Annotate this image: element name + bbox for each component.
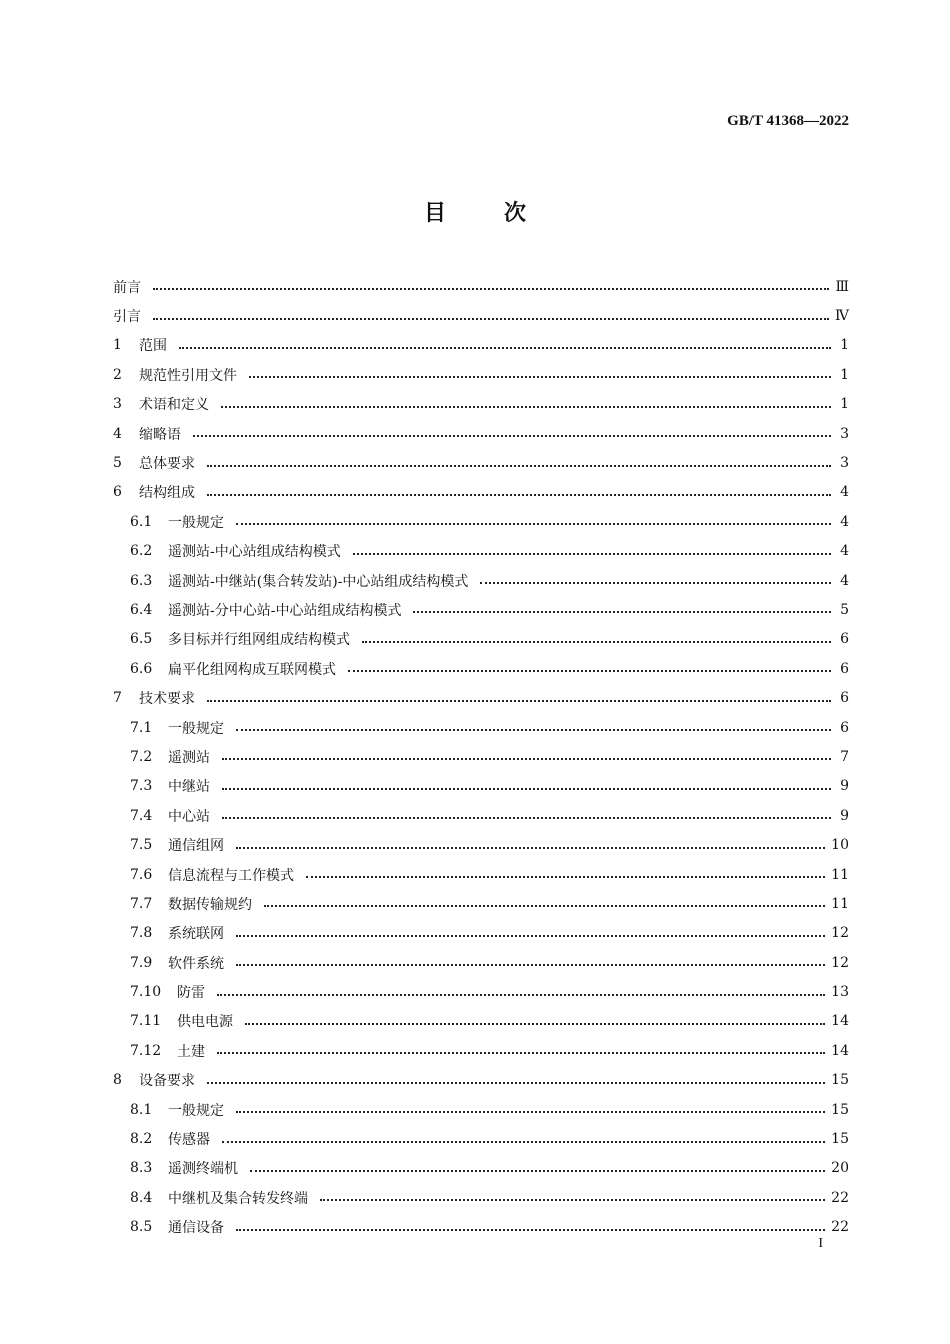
toc-entry-page: 3 <box>840 455 849 472</box>
toc-entry-number: 7.4 <box>130 807 153 824</box>
toc-entry-page: 6 <box>840 690 849 707</box>
toc-entry-label: 传感器 <box>168 1132 210 1149</box>
toc-leader-dots <box>193 434 831 437</box>
toc-entry-page: Ⅳ <box>835 308 849 325</box>
toc-leader-dots <box>306 875 825 878</box>
toc-entry[interactable] <box>113 742 849 771</box>
toc-entry-label: 术语和定义 <box>139 397 209 414</box>
toc-entry[interactable] <box>113 360 849 389</box>
toc-leader-dots <box>236 728 831 731</box>
toc-entry[interactable] <box>113 1124 849 1153</box>
toc-entry-label: 信息流程与工作模式 <box>168 867 294 884</box>
toc-entry[interactable] <box>113 1213 849 1242</box>
toc-entry-page: 22 <box>831 1219 849 1236</box>
toc-entry-page: 4 <box>840 484 849 501</box>
toc-leader-dots <box>179 346 831 349</box>
toc-entry[interactable] <box>113 801 849 830</box>
toc-entry[interactable] <box>113 683 849 712</box>
toc-leader-dots <box>207 464 831 467</box>
toc-leader-dots <box>222 787 831 790</box>
toc-entry[interactable] <box>113 419 849 448</box>
toc-entry-number: 2 <box>113 366 122 383</box>
toc-entry-label: 中继机及集合转发终端 <box>168 1190 308 1207</box>
toc-entry[interactable] <box>113 390 849 419</box>
toc-entry-page: 6 <box>840 631 849 648</box>
toc-entry-page: 5 <box>840 601 849 618</box>
page-title: 目次 <box>423 200 584 226</box>
toc-entry[interactable] <box>113 1036 849 1065</box>
toc-entry[interactable] <box>113 860 849 889</box>
toc-entry-number: 8.4 <box>130 1189 153 1206</box>
toc-leader-dots <box>217 993 825 996</box>
toc-entry-number: 7.11 <box>130 1013 162 1030</box>
toc-entry-number: 7.2 <box>130 748 153 765</box>
toc-leader-dots <box>236 522 831 525</box>
toc-entry-label: 遥测站-分中心站-中心站组成结构模式 <box>168 602 402 619</box>
toc-leader-dots <box>207 1081 825 1084</box>
toc-entry-number: 5 <box>113 455 122 472</box>
toc-entry-label: 一般规定 <box>168 1102 224 1119</box>
toc-leader-dots <box>236 963 825 966</box>
toc-entry-page: 1 <box>840 337 849 354</box>
toc-leader-dots <box>222 1140 825 1143</box>
toc-entry-label: 通信组网 <box>168 838 224 855</box>
toc-entry-label: 结构组成 <box>139 485 195 502</box>
toc-entry-page: 15 <box>831 1072 849 1089</box>
toc-leader-dots <box>353 552 831 555</box>
toc-entry-page: 1 <box>840 366 849 383</box>
toc-entry-number: 8.2 <box>130 1131 153 1148</box>
toc-leader-dots <box>348 669 831 672</box>
toc-leader-dots <box>153 317 829 320</box>
toc-entry[interactable] <box>113 654 849 683</box>
toc-leader-dots <box>236 846 825 849</box>
table-of-contents <box>113 272 849 1242</box>
toc-entry-page: 4 <box>840 513 849 530</box>
toc-entry[interactable] <box>113 889 849 918</box>
toc-entry-number: 6.4 <box>130 601 153 618</box>
toc-entry-label: 通信设备 <box>168 1220 224 1237</box>
page-folio: I <box>818 1236 823 1251</box>
toc-entry-label: 缩略语 <box>139 426 181 443</box>
toc-entry-page: 1 <box>840 396 849 413</box>
toc-entry-number: 7.3 <box>130 778 153 795</box>
toc-entry-number: 7.9 <box>130 954 153 971</box>
toc-entry-label: 数据传输规约 <box>168 896 252 913</box>
toc-entry[interactable] <box>113 507 849 536</box>
toc-entry-number: 6.6 <box>130 660 153 677</box>
toc-entry[interactable] <box>113 478 849 507</box>
toc-entry[interactable] <box>113 301 849 330</box>
toc-entry-label: 一般规定 <box>168 514 224 531</box>
toc-entry[interactable] <box>113 1154 849 1183</box>
toc-entry-number: 6.3 <box>130 572 153 589</box>
toc-entry-label: 系统联网 <box>168 926 224 943</box>
toc-entry-label: 一般规定 <box>168 720 224 737</box>
toc-entry-label: 设备要求 <box>139 1073 195 1090</box>
toc-entry-label: 引言 <box>113 309 141 326</box>
toc-entry[interactable] <box>113 448 849 477</box>
toc-entry[interactable] <box>113 1183 849 1212</box>
toc-entry[interactable] <box>113 1066 849 1095</box>
toc-entry-page: 10 <box>831 837 849 854</box>
toc-entry-number: 7.7 <box>130 895 153 912</box>
toc-entry-number: 7.1 <box>130 719 153 736</box>
toc-entry-number: 7.5 <box>130 837 153 854</box>
toc-entry-page: 7 <box>840 748 849 765</box>
toc-entry-number: 7.6 <box>130 866 153 883</box>
toc-leader-dots <box>207 493 831 496</box>
toc-entry-page: 22 <box>831 1189 849 1206</box>
toc-entry[interactable] <box>113 830 849 859</box>
toc-leader-dots <box>221 405 831 408</box>
toc-entry-label: 遥测站 <box>168 749 210 766</box>
toc-entry-page: 11 <box>831 866 849 883</box>
toc-entry-page: 20 <box>831 1160 849 1177</box>
toc-leader-dots <box>222 816 831 819</box>
toc-entry-label: 遥测站-中心站组成结构模式 <box>168 544 341 561</box>
toc-entry-number: 4 <box>113 425 122 442</box>
toc-entry-page: 11 <box>831 895 849 912</box>
toc-entry-label: 技术要求 <box>139 691 195 708</box>
toc-entry-label: 土建 <box>177 1043 205 1060</box>
toc-entry-number: 8.1 <box>130 1101 153 1118</box>
toc-entry-label: 遥测终端机 <box>168 1161 238 1178</box>
toc-entry-page: 15 <box>831 1131 849 1148</box>
toc-entry-number: 6.5 <box>130 631 153 648</box>
toc-entry-page: 6 <box>840 719 849 736</box>
toc-entry-page: 14 <box>831 1013 849 1030</box>
toc-leader-dots <box>207 699 831 702</box>
toc-entry-number: 8 <box>113 1072 122 1089</box>
toc-entry-page: 4 <box>840 572 849 589</box>
toc-entry[interactable] <box>113 977 849 1006</box>
toc-entry-label: 防雷 <box>177 985 205 1002</box>
toc-entry-number: 7.10 <box>130 984 162 1001</box>
toc-entry-label: 规范性引用文件 <box>139 367 237 384</box>
toc-entry-page: 9 <box>840 778 849 795</box>
toc-leader-dots <box>217 1051 825 1054</box>
toc-entry[interactable] <box>113 625 849 654</box>
toc-entry-number: 6.1 <box>130 513 153 530</box>
toc-entry-page: 12 <box>831 925 849 942</box>
toc-entry-number: 7.12 <box>130 1042 162 1059</box>
toc-entry-number: 8.5 <box>130 1219 153 1236</box>
toc-entry-label: 遥测站-中继站(集合转发站)-中心站组成结构模式 <box>168 573 469 590</box>
toc-leader-dots <box>362 640 831 643</box>
toc-leader-dots <box>222 757 831 760</box>
toc-entry-page: 13 <box>831 984 849 1001</box>
toc-entry-label: 中继站 <box>168 779 210 796</box>
toc-entry[interactable] <box>113 948 849 977</box>
toc-entry-page: 3 <box>840 425 849 442</box>
toc-entry-label: 总体要求 <box>139 456 195 473</box>
toc-entry-page: 15 <box>831 1101 849 1118</box>
toc-entry-label: 前言 <box>113 279 141 296</box>
toc-entry-number: 3 <box>113 396 122 413</box>
toc-leader-dots <box>480 581 831 584</box>
toc-entry-page: 4 <box>840 543 849 560</box>
toc-entry-page: 6 <box>840 660 849 677</box>
toc-entry[interactable] <box>113 919 849 948</box>
toc-leader-dots <box>250 1169 825 1172</box>
toc-entry-label: 软件系统 <box>168 955 224 972</box>
toc-entry-label: 范围 <box>139 338 167 355</box>
toc-entry[interactable] <box>113 1007 849 1036</box>
toc-entry-page: Ⅲ <box>835 278 849 295</box>
toc-entry[interactable] <box>113 537 849 566</box>
toc-entry-number: 6.2 <box>130 543 153 560</box>
toc-leader-dots <box>236 1228 825 1231</box>
toc-entry[interactable] <box>113 772 849 801</box>
toc-entry-label: 扁平化组网构成互联网模式 <box>168 661 336 678</box>
toc-entry-number: 7 <box>113 690 122 707</box>
toc-entry-number: 8.3 <box>130 1160 153 1177</box>
toc-leader-dots <box>320 1198 825 1201</box>
toc-entry[interactable] <box>113 595 849 624</box>
standard-code: GB/T 41368—2022 <box>727 113 849 129</box>
toc-leader-dots <box>413 610 831 613</box>
toc-entry[interactable] <box>113 1095 849 1124</box>
toc-leader-dots <box>249 375 831 378</box>
toc-entry-page: 9 <box>840 807 849 824</box>
toc-entry-number: 7.8 <box>130 925 153 942</box>
toc-entry-label: 中心站 <box>168 808 210 825</box>
toc-entry-page: 12 <box>831 954 849 971</box>
toc-entry[interactable] <box>113 272 849 301</box>
toc-entry[interactable] <box>113 566 849 595</box>
toc-entry-label: 供电电源 <box>177 1014 233 1031</box>
toc-leader-dots <box>245 1022 825 1025</box>
toc-entry-number: 6 <box>113 484 122 501</box>
toc-leader-dots <box>264 904 825 907</box>
toc-leader-dots <box>153 287 829 290</box>
toc-entry[interactable] <box>113 713 849 742</box>
toc-leader-dots <box>236 1110 825 1113</box>
toc-entry-number: 1 <box>113 337 122 354</box>
toc-entry[interactable] <box>113 331 849 360</box>
toc-entry-label: 多目标并行组网组成结构模式 <box>168 632 350 649</box>
toc-entry-page: 14 <box>831 1042 849 1059</box>
toc-leader-dots <box>236 934 825 937</box>
